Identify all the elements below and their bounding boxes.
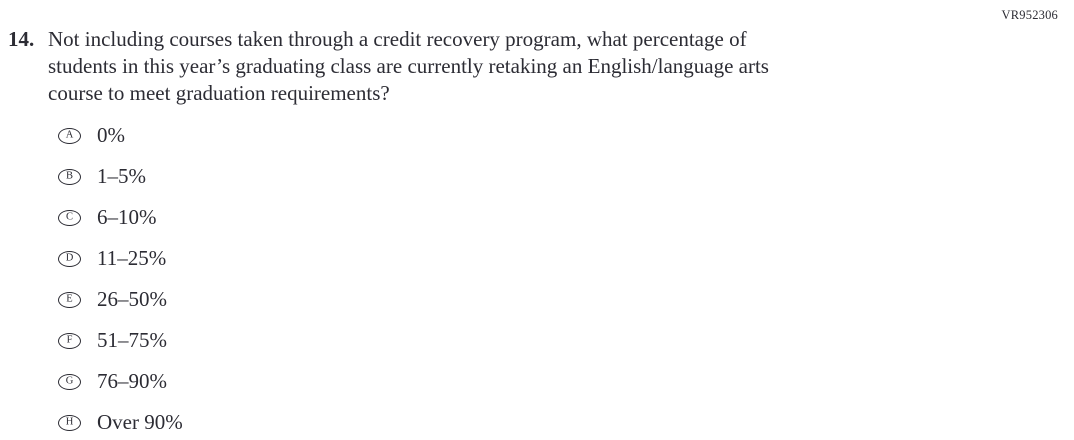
answer-bubble-letter: C [65,211,73,223]
options-list [58,122,1074,436]
answer-option-row[interactable] [58,245,1074,272]
answer-bubble-icon[interactable] [58,333,81,349]
question-text-line: students in this year’s graduating class are currently retaking an English/language arts [48,54,769,78]
answer-option-label: 11–25% [97,246,167,270]
answer-option-label: 76–90% [97,369,167,393]
answer-bubble-letter: B [65,170,73,182]
question-text-line: course to meet graduation requirements? [48,81,390,105]
answer-option-label: Over 90% [97,410,183,434]
answer-bubble-letter: A [65,129,74,141]
answer-bubble-letter: F [66,334,73,346]
question-text-line: Not including courses taken through a credit recovery program, what percentage of [48,27,747,51]
answer-option-row[interactable] [58,327,1074,354]
question-number: 14. [8,27,35,51]
form-code: VR952306 [1001,8,1058,22]
answer-bubble-icon[interactable] [58,128,81,144]
answer-option-label: 1–5% [97,164,146,188]
answer-bubble-icon[interactable] [58,210,81,226]
answer-option-label: 51–75% [97,328,167,352]
question-block [0,0,1074,107]
answer-option-row[interactable] [58,368,1074,395]
answer-bubble-letter: H [65,416,74,428]
answer-bubble-letter: G [65,375,74,387]
answer-option-label: 0% [97,123,125,147]
answer-bubble-icon[interactable] [58,251,81,267]
answer-bubble-icon[interactable] [58,374,81,390]
answer-option-row[interactable] [58,163,1074,190]
answer-option-row[interactable] [58,122,1074,149]
question-text [48,26,769,107]
answer-option-label: 26–50% [97,287,167,311]
answer-bubble-letter: D [65,252,74,264]
answer-bubble-icon[interactable] [58,169,81,185]
answer-option-row[interactable] [58,286,1074,313]
answer-option-label: 6–10% [97,205,157,229]
answer-bubble-icon[interactable] [58,292,81,308]
answer-option-row[interactable] [58,204,1074,231]
answer-bubble-icon[interactable] [58,415,81,431]
answer-option-row[interactable] [58,409,1074,436]
answer-bubble-letter: E [66,293,73,305]
